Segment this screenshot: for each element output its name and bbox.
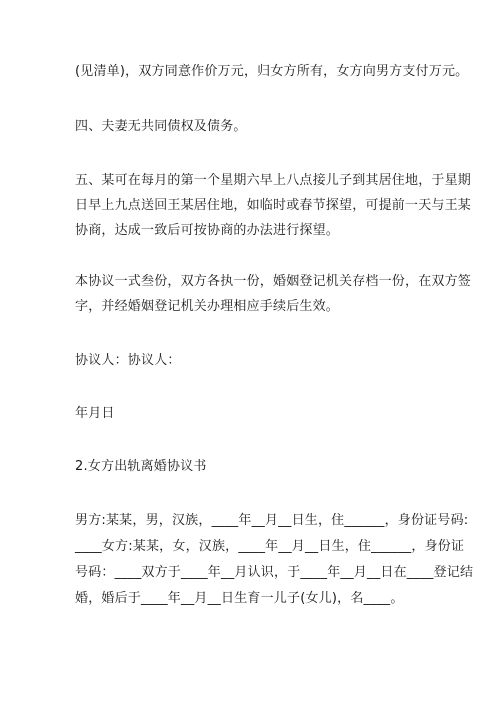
date-line: 年月日 (75, 406, 115, 421)
section-title: 2.女方出轨离婚协议书 (75, 459, 207, 474)
paragraph-line: 日早上九点送回王某居住地，如临时或春节探望，可提前一天与王某 (75, 198, 472, 213)
paragraph-line: 号码：____双方于____年__月认识，于____年__月__日在____登记结 (75, 565, 474, 580)
paragraph-line: ____女方:某某，女，汉族，____年__月__日生，住______，身份证 (75, 539, 465, 554)
clause-four-heading: 四、夫妻无共同债权及债务。 (75, 119, 247, 134)
signatories-line: 协议人：协议人： (75, 353, 181, 368)
paragraph-line: 本协议一式叁份，双方各执一份，婚姻登记机关存档一份，在双方签 (75, 274, 472, 289)
paragraph-line: 婚，婚后于____年__月__日生育一儿子(女儿)，名____。 (75, 591, 404, 606)
paragraph-line: 男方:某某，男，汉族，____年__月__日生，住______，身份证号码: (75, 513, 469, 528)
paragraph-line: 字，并经婚姻登记机关办理相应手续后生效。 (75, 299, 340, 314)
paragraph-line: 五、某可在每月的第一个星期六早上八点接儿子到其居住地，于星期 (75, 173, 472, 188)
paragraph-line: 协商，达成一致后可按协商的办法进行探望。 (75, 223, 340, 238)
paragraph-line: (见清单)，双方同意作价万元，归女方所有，女方向男方支付万元。 (75, 64, 469, 79)
